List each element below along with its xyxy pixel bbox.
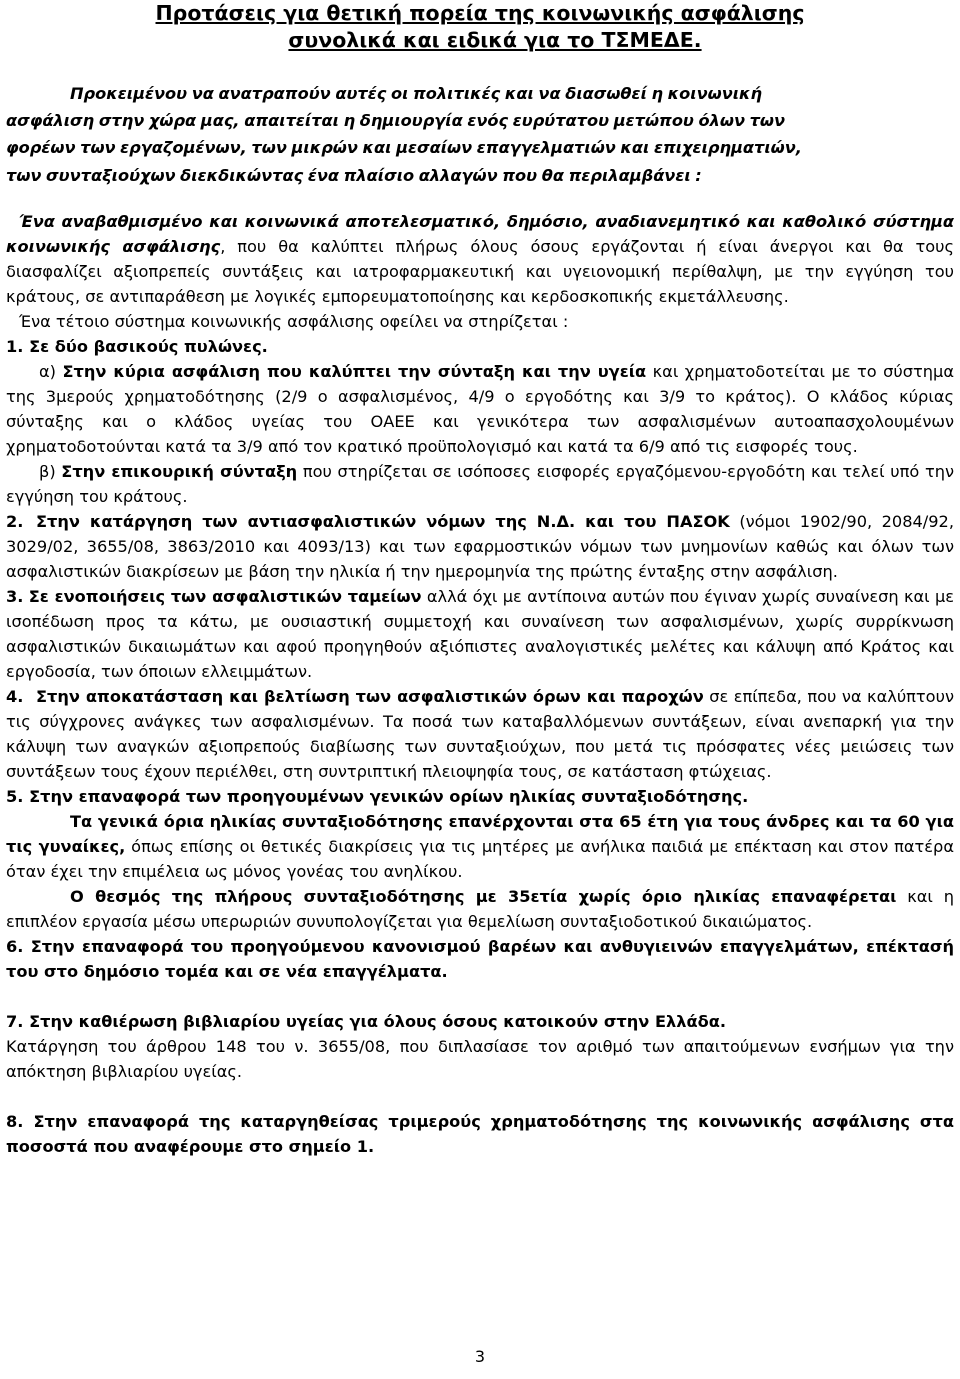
item-5-paragraph-2 <box>6 884 954 934</box>
item-3-bold: Σε ενοποιήσεις των ασφαλιστικών ταμείων <box>28 586 422 606</box>
item-8-number: 8. <box>6 1111 24 1131</box>
intro-line-1: Προκειμένου να ανατραπούν αυτές οι πολιτικές και να διασωθεί η κοινωνική <box>70 84 763 103</box>
system-paragraph <box>6 209 954 309</box>
pillars-intro: Ένα τέτοιο σύστημα κοινωνικής ασφάλισης οφείλει να στηρίζεται : <box>19 311 569 331</box>
intro-line-2: ασφάλιση στην χώρα μας, απαιτείται η δημιουργία ενός ευρύτατου μετώπου όλων των <box>6 111 786 131</box>
system-bold: Ένα αναβαθμισμένο και κοινωνικά αποτελεσματικό, δημόσιο, αναδιανεμητικό και καθολικό σύστημα κοινωνικής ασφάλισης <box>6 211 954 256</box>
intro-paragraph <box>6 80 954 189</box>
intro-line-3: φορέων των εργαζομένων, των μικρών και μεσαίων επαγγελματιών και επιχειρηματιών, <box>6 138 802 158</box>
title-line-2: συνολικά και ειδικά για το ΤΣΜΕΔΕ. <box>288 28 702 52</box>
title-line-1: Προτάσεις για θετική πορεία της κοινωνικής ασφάλισης <box>155 1 805 25</box>
item-5-heading <box>6 784 954 809</box>
page-number: 3 <box>474 1347 486 1366</box>
item-2-number: 2. <box>6 511 24 531</box>
document-title <box>6 0 954 54</box>
item-2 <box>6 509 954 584</box>
item-1-a-bold: Στην κύρια ασφάλιση που καλύπτει την σύνταξη και την υγεία <box>62 361 647 381</box>
item-5-heading-text: Στην επαναφορά των προηγουμένων γενικών ορίων ηλικίας συνταξιοδότησης. <box>29 786 749 806</box>
item-6 <box>6 934 954 984</box>
item-5-p2-bold: Ο θεσμός της πλήρους συνταξιοδότησης με 35ετία χωρίς όριο ηλικίας επαναφέρεται <box>70 886 897 906</box>
item-7-bold: Στην καθιέρωση βιβλιαρίου υγείας για όλους όσους κατοικούν στην Ελλάδα. <box>29 1011 727 1031</box>
item-8-bold: Στην επαναφορά της καταργηθείσας τριμερούς χρηματοδότησης της κοινωνικής ασφάλισης στα ποσοστά που αναφέρουμε στο σημείο 1. <box>6 1111 954 1156</box>
item-7-heading <box>6 1009 954 1034</box>
item-2-bold: Στην κατάργηση των αντιασφαλιστικών νόμων της Ν.Δ. και του ΠΑΣΟΚ <box>36 511 730 531</box>
item-8 <box>6 1109 954 1159</box>
item-4-text: σε επίπεδα, που να καλύπτουν τις σύγχρονες ανάγκες των ασφαλισμένων. Τα ποσά των καταβαλλόμενων συντάξεων, είναι ανεπαρκή για την κάλυψη των αναγκών αξιοπρεπούς διαβίωσης των συνταξιούχων, που μετά τις πρόσφατες νέες μειώσεις των συντάξεων τους έχουν περιέλθει, στη συντριπτική πλειοψηφία τους, σε κατάσταση φτώχειας. <box>6 686 954 781</box>
intro-line-4: των συνταξιούχων διεκδικώντας ένα πλαίσιο αλλαγών που θα περιλαμβάνει : <box>6 165 702 185</box>
item-4-bold: Στην αποκατάσταση και βελτίωση των ασφαλιστικών όρων και παροχών <box>36 686 704 706</box>
item-4 <box>6 684 954 784</box>
item-7-number: 7. <box>6 1011 24 1031</box>
document-page <box>6 0 955 1366</box>
item-1-b-text: που στηρίζεται σε ισόποσες εισφορές εργαζόμενου-εργοδότη και τελεί υπό την εγγύηση του κράτους. <box>6 461 954 506</box>
item-1-b <box>6 459 954 509</box>
item-5-p1-bold: Τα γενικά όρια ηλικίας συνταξιοδότησης επανέρχονται στα 65 έτη για τους άνδρες και τα 60 για τις γυναίκες, <box>6 811 954 856</box>
item-1-b-bold: Στην επικουρική σύνταξη <box>61 461 298 481</box>
item-1-b-prefix: β) <box>39 461 62 481</box>
item-5-number: 5. <box>6 786 24 806</box>
system-text: , που θα καλύπτει πλήρως όλους όσους εργάζονται ή είναι άνεργοι και θα τους διασφαλίζει αξιοπρεπείς συντάξεις και ιατροφαρμακευτική και υγειονομική περίθαλψη, με την εγγύηση του κράτους, σε αντιπαράθεση με λογικές εμπορευματοποίησης και κερδοσκοπικής εκμετάλλευσης. <box>6 236 954 306</box>
item-3-number: 3. <box>6 586 24 606</box>
item-5-p1-text: όπως επίσης οι θετικές διακρίσεις για τις μητέρες με ανήλικα παιδιά με επέκταση και στον πατέρα όταν έχει την επιμέλεια ως μόνος γονέας του ανηλίκου. <box>6 836 954 881</box>
item-6-number: 6. <box>6 936 24 956</box>
item-3 <box>6 584 954 684</box>
item-1-heading <box>6 334 954 359</box>
item-1-heading-text: Σε δύο βασικούς πυλώνες. <box>29 336 268 356</box>
item-4-number: 4. <box>6 686 24 706</box>
item-5-p2-text: και η επιπλέον εργασία μέσω υπερωριών συνυπολογίζεται για θεμελίωση συνταξιοδοτικού δικαιώματος. <box>6 886 954 931</box>
item-1-a-text: και χρηματοδοτείται με το σύστημα της 3μερούς χρηματοδότησης (2/9 ο ασφαλισμένος, 4/9 ο εργοδότης και 3/9 το κράτος). Ο κλάδος κύριας σύνταξης και ο κλάδος υγείας του ΟΑΕΕ και γενικότερα των ασφαλισμένων αυτοαπασχολουμένων χρηματοδοτούνται κατά τα 3/9 από τον κρατικό προϋπολογισμό και κατά τα 6/9 από τις εισφορές τους. <box>6 361 954 456</box>
item-3-text: αλλά όχι με αντίποινα αυτών που έγιναν χωρίς συναίνεση και με ισοπέδωση προς τα κάτω, με ουσιαστική συμμετοχή και συναίνεση των ασφαλισμένων, χωρίς συρρίκνωση ασφαλιστικών δικαιωμάτων και αφού προηγηθούν αξιόπιστες αναλογιστικές μελέτες και κάλυψη από Κράτος και εργοδοσία, των όποιων ελλειμμάτων. <box>6 586 954 681</box>
item-1-a-prefix: α) <box>39 361 63 381</box>
item-6-bold: Στην επαναφορά του προηγούμενου κανονισμού βαρέων και ανθυγιεινών επαγγελμάτων, επέκτασή του στο δημόσιο τομέα και σε νέα επαγγέλματα. <box>6 936 955 981</box>
item-1-number: 1. <box>6 336 24 356</box>
item-5-paragraph-1 <box>6 809 954 884</box>
item-7-text: Κατάργηση του άρθρου 148 του ν. 3655/08, που διπλασίασε τον αριθμό των απαιτούμενων ενσήμων για την απόκτηση βιβλιαρίου υγείας. <box>6 1036 954 1081</box>
item-2-text: (νόμοι 1902/90, 2084/92, 3029/02, 3655/08, 3863/2010 και 4093/13) και των εφαρμοστικών νόμων των μνημονίων καθώς και όλων των ασφαλιστικών διακρίσεων με βάση την ηλικία ή την ημερομηνία της πρώτης ένταξης στην ασφάλιση. <box>6 511 955 581</box>
item-1-a <box>6 359 954 459</box>
